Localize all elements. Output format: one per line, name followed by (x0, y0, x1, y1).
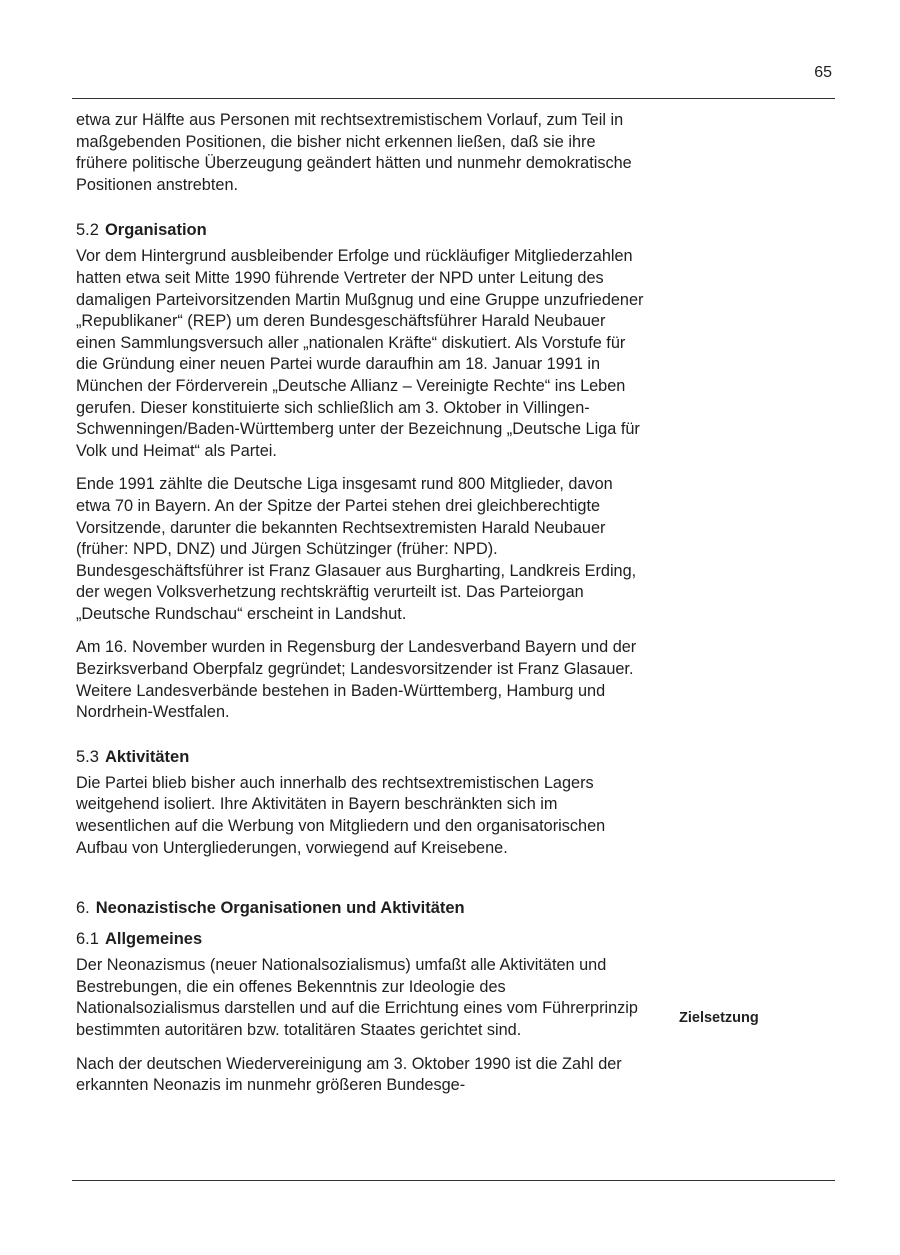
section-heading-5-3 (76, 746, 648, 768)
margin-note: Zielsetzung (679, 1010, 759, 1026)
paragraph-allgemeines-1: Der Neonazismus (neuer Nationalsozialismus) umfaßt alle Aktivitäten und Bestrebungen, die ein offenes Bekenntnis zur Ideologie des Nationalsozialismus darstellen und auf die Errichtung eines vom Führerprinzip bestimmten autoritären bzw. totalitären Staates gerichtet sind. (76, 956, 638, 1039)
section-title: Organisation (104, 221, 207, 240)
section-number: 5.2 (76, 221, 99, 240)
section-title: Aktivitäten (104, 747, 190, 766)
paragraph-aktivitaeten: Die Partei blieb bisher auch innerhalb des rechtsextremistischen Lagers weitgehend isoliert. Ihre Aktivitäten in Bayern beschränkten sich im wesentlichen auf die Werbung von Mitgliedern und den organisatorischen Aufbau von Untergliederungen, vorwiegend auf Kreisebene. (76, 773, 606, 857)
page-number: 65 (814, 64, 832, 81)
section-title: Neonazistische Organisationen und Aktivitäten (95, 899, 465, 918)
footer-rule (72, 1180, 835, 1181)
chapter-heading-6 (76, 897, 648, 919)
page-body (76, 110, 648, 1097)
section-number: 6. (76, 899, 90, 918)
paragraph-intro: etwa zur Hälfte aus Personen mit rechtsextremistischem Vorlauf, zum Teil in maßgebenden Positionen, die bisher nicht erkennen ließen, daß sie ihre frühere politische Überzeugung geändert hätten und nunmehr demokratische Positionen anstrebten. (76, 111, 632, 194)
paragraph-organisation-1: Vor dem Hintergrund ausbleibender Erfolge und rückläufiger Mitgliederzahlen hatten etwa seit Mitte 1990 führende Vertreter der NPD unter Leitung des damaligen Parteivorsitzenden Martin Mußgnug und eine Gruppe unzufriedener „Republikaner“ (REP) um deren Bundesgeschäftsführer Harald Neubauer einen Sammlungsversuch aller „nationalen Kräfte“ diskutiert. Als Vorstufe für die Gründung einer neuen Partei wurde daraufhin am 18. Januar 1991 in München der Förderverein „Deutsche Allianz – Vereinigte Rechte“ ins Leben gerufen. Dieser konstituierte sich schließlich am 3. Oktober in Villingen-Schwenningen/Baden-Württemberg unter der Bezeichnung „Deutsche Liga für Volk und Heimat“ als Partei. (76, 247, 644, 460)
header-rule (72, 98, 835, 99)
section-number: 5.3 (76, 747, 99, 766)
paragraph-organisation-3: Am 16. November wurden in Regensburg der Landesverband Bayern und der Bezirksverband Oberpfalz gegründet; Landesvorsitzender ist Franz Glasauer. Weitere Landesverbände bestehen in Baden-Württemberg, Hamburg und Nordrhein-Westfalen. (76, 638, 637, 722)
paragraph-organisation-2: Ende 1991 zählte die Deutsche Liga insgesamt rund 800 Mitglieder, davon etwa 70 in Bayern. An der Spitze der Partei stehen drei gleichberechtigte Vorsitzende, darunter die bekannten Rechtsextremisten Harald Neubauer (früher: NPD, DNZ) und Jürgen Schützinger (früher: NPD). Bundesgeschäftsführer ist Franz Glasauer aus Burgharting, Landkreis Erding, der wegen Volksverhetzung rechtskräftig verurteilt ist. Das Parteiorgan „Deutsche Rundschau“ erscheint in Landshut. (76, 475, 637, 623)
paragraph-allgemeines-2: Nach der deutschen Wiedervereinigung am 3. Oktober 1990 ist die Zahl der erkannten Neonazis im nunmehr größeren Bundesge- (76, 1054, 622, 1095)
section-heading-6-1 (76, 928, 648, 950)
section-heading-5-2 (76, 219, 648, 241)
section-title: Allgemeines (104, 930, 203, 949)
section-number: 6.1 (76, 930, 99, 949)
